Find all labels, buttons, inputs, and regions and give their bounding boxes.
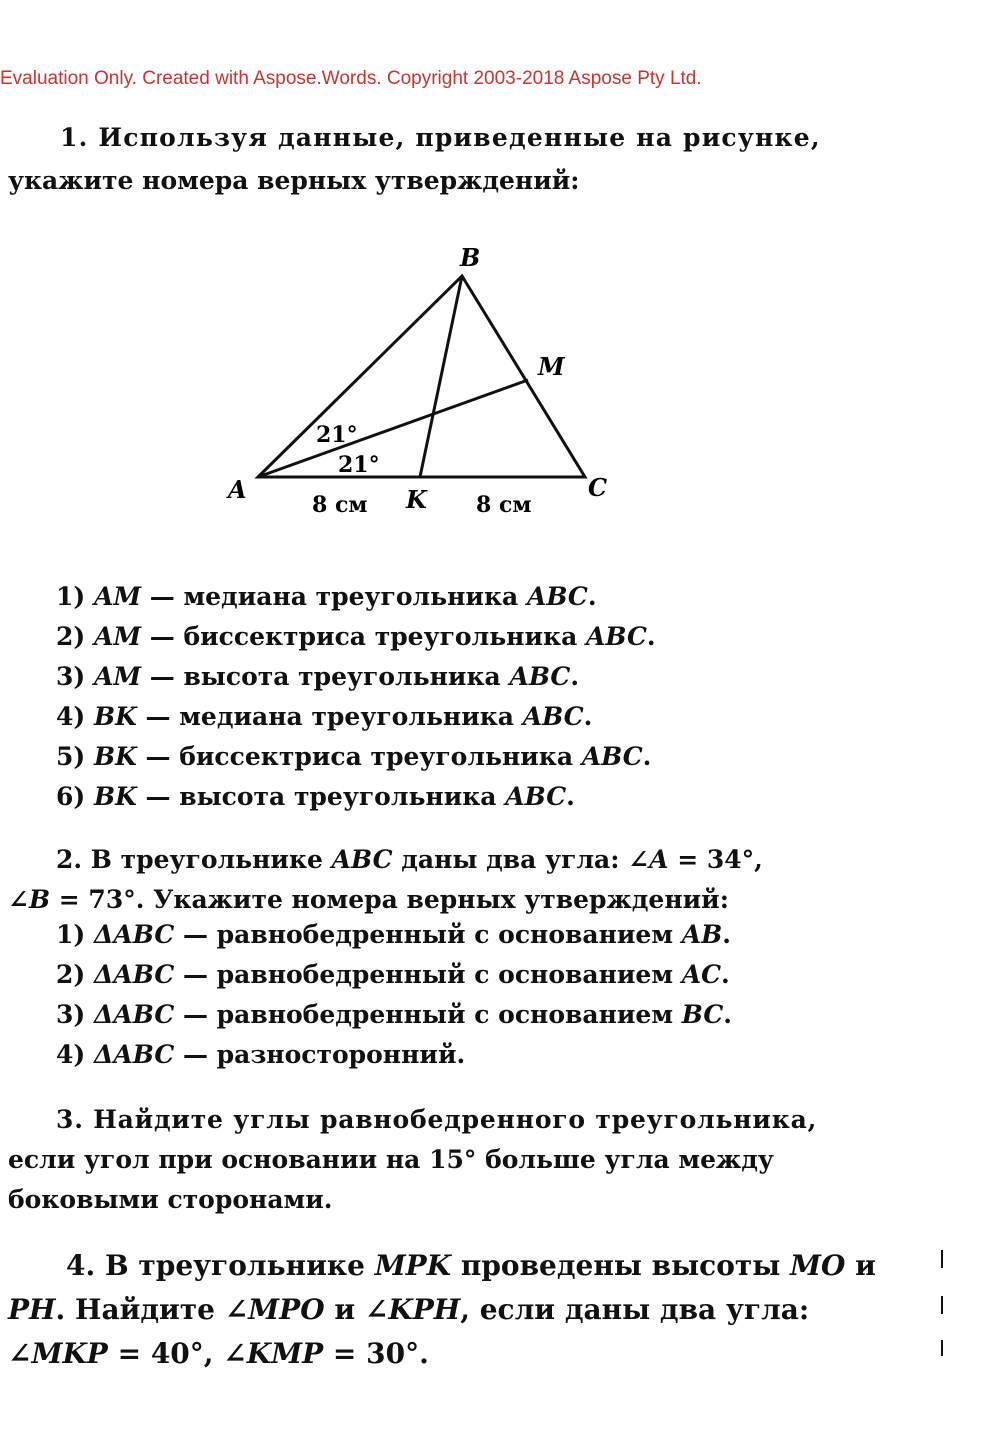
statement-item: 4) BK — медиана треугольника ABC. xyxy=(56,702,593,731)
angle-upper-label: 21° xyxy=(316,422,358,448)
task3-line2: если угол при основании на 15° больше угла между xyxy=(8,1145,774,1174)
task1-line1: 1. Используя данные, приведенные на рисунке, xyxy=(60,123,821,152)
statement-item: 5) BK — биссектриса треугольника ABC. xyxy=(56,742,652,771)
label-c: C xyxy=(588,473,608,502)
option-item: 2) ΔABC — равнобедренный с основанием AC. xyxy=(56,960,730,989)
watermark-text: Evaluation Only. Created with Aspose.Words. Copyright 2003-2018 Aspose Pty Ltd. xyxy=(0,68,702,89)
task4-line1: 4. В треугольнике MPK проведены высоты MO и xyxy=(66,1249,876,1282)
angle-lower-label: 21° xyxy=(338,452,380,478)
task1-line2: укажите номера верных утверждений: xyxy=(8,166,580,195)
task4-line3: ∠MKP = 40°, ∠KMP = 30°. xyxy=(8,1337,429,1370)
segment-kc-label: 8 см xyxy=(476,492,532,518)
statement-item: 1) AM — медиана треугольника ABC. xyxy=(56,582,597,611)
task3-line3: боковыми сторонами. xyxy=(8,1185,333,1214)
label-b: B xyxy=(460,243,481,272)
margin-mark xyxy=(941,1340,943,1356)
label-m: M xyxy=(538,352,565,381)
triangle-abc xyxy=(258,276,585,477)
statement-item: 3) AM — высота треугольника ABC. xyxy=(56,662,580,691)
task4-line2: PH. Найдите ∠MPO и ∠KPH, если даны два угла: xyxy=(8,1293,810,1326)
margin-mark xyxy=(941,1296,943,1314)
option-item: 3) ΔABC — равнобедренный с основанием BC. xyxy=(56,1000,732,1029)
task2-line1: 2. В треугольнике ABC даны два угла: ∠A = 34°, xyxy=(56,845,763,874)
label-a: A xyxy=(228,475,247,504)
task3-line1: 3. Найдите углы равнобедренного треугольника, xyxy=(56,1105,818,1134)
option-item: 4) ΔABC — разносторонний. xyxy=(56,1040,466,1069)
margin-mark xyxy=(941,1250,943,1268)
option-item: 1) ΔABC — равнобедренный с основанием AB. xyxy=(56,920,731,949)
triangle-figure xyxy=(220,240,640,540)
statement-item: 6) BK — высота треугольника ABC. xyxy=(56,782,575,811)
segment-bk xyxy=(420,276,462,477)
segment-am xyxy=(258,380,528,477)
segment-ak-label: 8 см xyxy=(312,492,368,518)
statement-item: 2) AM — биссектриса треугольника ABC. xyxy=(56,622,656,651)
task2-line2: ∠B = 73°. Укажите номера верных утверждений: xyxy=(8,885,729,914)
label-k: K xyxy=(406,485,427,514)
